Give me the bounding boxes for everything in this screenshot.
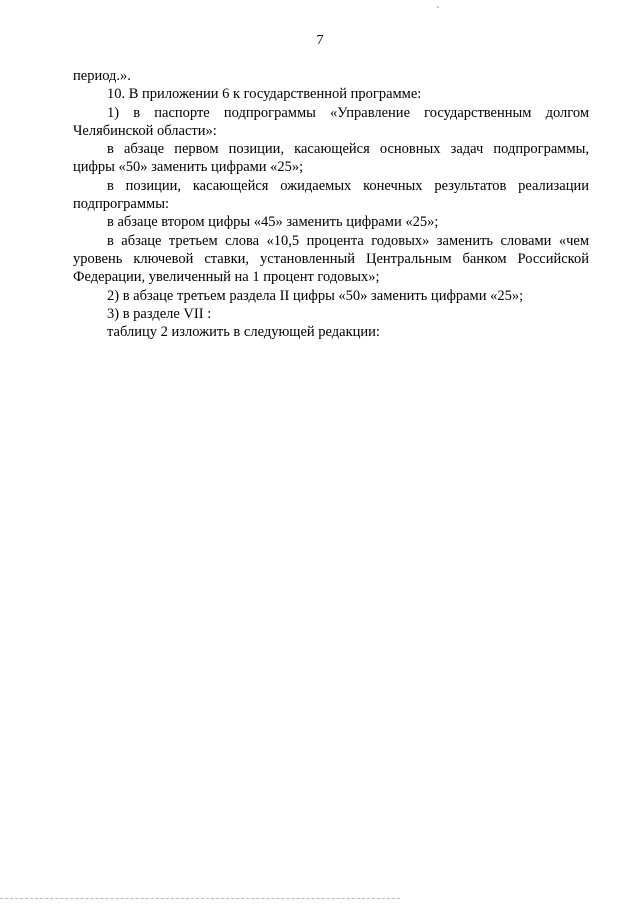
- paragraph-item-10: 10. В приложении 6 к государственной программе:: [107, 86, 422, 103]
- paragraph-first-abzac: в абзаце первом позиции, касающейся основных задач подпрограммы, цифры «50» заменить цифрами «25»;: [73, 141, 589, 176]
- document-body: [73, 67, 589, 341]
- scan-artifact-line: [0, 897, 400, 899]
- paragraph-subitem-1: 1) в паспорте подпрограммы «Управление государственным долгом Челябинской области»:: [73, 104, 589, 139]
- paragraph-subitem-2: 2) в абзаце третьем раздела II цифры «50» заменить цифрами «25»;: [107, 287, 524, 304]
- paragraph-position-results: в позиции, касающейся ожидаемых конечных результатов реализации подпрограммы:: [73, 177, 589, 213]
- paragraph-continuation: период.».: [73, 68, 131, 84]
- paragraph-subitem-3: 3) в разделе VII :: [107, 305, 212, 322]
- paragraph-third-abzac: в абзаце третьем слова «10,5 процента годовых» заменить словами «чем уровень ключевой ставки, установленный Центральным банком Российской Федерации, увеличенный на 1 процент годовых»;: [73, 232, 589, 286]
- page-number: 7: [316, 33, 324, 48]
- paragraph-table-intro: таблицу 2 изложить в следующей редакции:: [107, 324, 380, 341]
- paragraph-second-abzac: в абзаце втором цифры «45» заменить цифрами «25»;: [107, 214, 439, 231]
- scan-artifact-dot: [437, 6, 439, 8]
